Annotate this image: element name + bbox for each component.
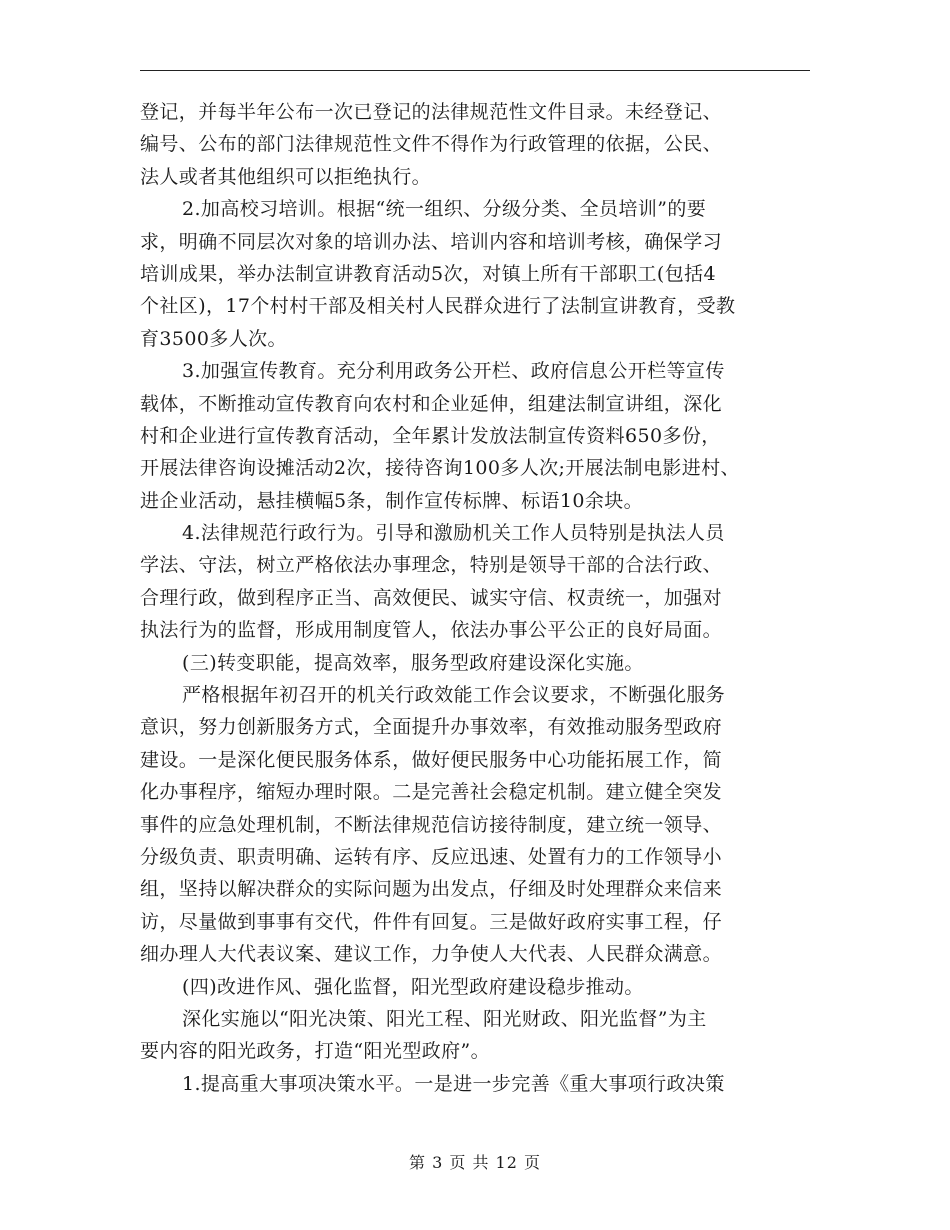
section-heading: (三)转变职能，提高效率，服务型政府建设深化实施。 bbox=[182, 651, 644, 674]
text-line: 3.加强宣传教育。充分利用政务公开栏、政府信息公开栏等宣传 bbox=[182, 360, 725, 383]
text-line: 学法、守法，树立严格依法办事理念，特别是领导干部的合法行政、 bbox=[140, 554, 723, 577]
text-line: 村和企业进行宣传教育活动，全年累计发放法制宣传资料650多份， bbox=[140, 424, 721, 447]
text-line: 深化实施以“阳光决策、阳光工程、阳光财政、阳光监督”为主 bbox=[182, 1007, 707, 1030]
text-line: 个社区)，17个村村干部及相关村人民群众进行了法制宣讲教育，受教 bbox=[140, 295, 736, 318]
text-line: 执法行为的监督，形成用制度管人，依法办事公平公正的良好局面。 bbox=[140, 619, 723, 642]
text-line: 进企业活动，悬挂横幅5条，制作宣传标牌、标语10余块。 bbox=[140, 489, 644, 512]
page-number: 第 3 页 共 12 页 bbox=[409, 1153, 541, 1172]
text-line: 培训成果，举办法制宣讲教育活动5次，对镇上所有干部职工(包括4 bbox=[140, 262, 716, 285]
text-line: 意识，努力创新服务方式，全面提升办事效率，有效推动服务型政府 bbox=[140, 716, 723, 739]
document-body bbox=[140, 96, 812, 1100]
text-line: 组，坚持以解决群众的实际问题为出发点，仔细及时处理群众来信来 bbox=[140, 878, 723, 901]
text-line: 法人或者其他组织可以拒绝执行。 bbox=[140, 165, 432, 188]
text-line: 育3500多人次。 bbox=[140, 327, 287, 350]
text-line: 1.提高重大事项决策水平。一是进一步完善《重大事项行政决策 bbox=[182, 1072, 725, 1095]
text-line: 事件的应急处理机制，不断法律规范信访接待制度，建立统一领导、 bbox=[140, 813, 723, 836]
header-rule bbox=[140, 70, 810, 71]
text-line: 编号、公布的部门法律规范性文件不得作为行政管理的依据，公民、 bbox=[140, 133, 723, 156]
text-line: 2.加高校习培训。根据“统一组织、分级分类、全员培训”的要 bbox=[182, 198, 707, 221]
text-line: 要内容的阳光政务，打造“阳光型政府”。 bbox=[140, 1040, 491, 1063]
text-line: 登记，并每半年公布一次已登记的法律规范性文件目录。未经登记、 bbox=[140, 101, 723, 123]
text-line: 合理行政，做到程序正当、高效便民、诚实守信、权责统一，加强对 bbox=[140, 586, 723, 609]
text-line: 化办事程序，缩短办理时限。二是完善社会稳定机制。建立健全突发 bbox=[140, 781, 723, 804]
text-line: 严格根据年初召开的机关行政效能工作会议要求，不断强化服务 bbox=[182, 684, 726, 707]
text-line: 分级负责、职责明确、运转有序、反应迅速、处置有力的工作领导小 bbox=[140, 845, 723, 868]
text-line: 载体，不断推动宣传教育向农村和企业延伸，组建法制宣讲组，深化 bbox=[140, 392, 723, 415]
section-heading: (四)改进作风、强化监督，阳光型政府建设稳步推动。 bbox=[182, 975, 644, 998]
text-line: 访，尽量做到事事有交代，件件有回复。三是做好政府实事工程，仔 bbox=[140, 910, 723, 933]
text-line: 开展法律咨询设摊活动2次，接待咨询100多人次;开展法制电影进村、 bbox=[140, 457, 740, 480]
text-line: 建设。一是深化便民服务体系，做好便民服务中心功能拓展工作，简 bbox=[140, 748, 723, 771]
text-line: 细办理人大代表议案、建议工作，力争使人大代表、人民群众满意。 bbox=[140, 943, 723, 966]
text-line: 4.法律规范行政行为。引导和激励机关工作人员特别是执法人员 bbox=[182, 522, 725, 545]
text-line: 求，明确不同层次对象的培训办法、培训内容和培训考核，确保学习 bbox=[140, 230, 723, 253]
